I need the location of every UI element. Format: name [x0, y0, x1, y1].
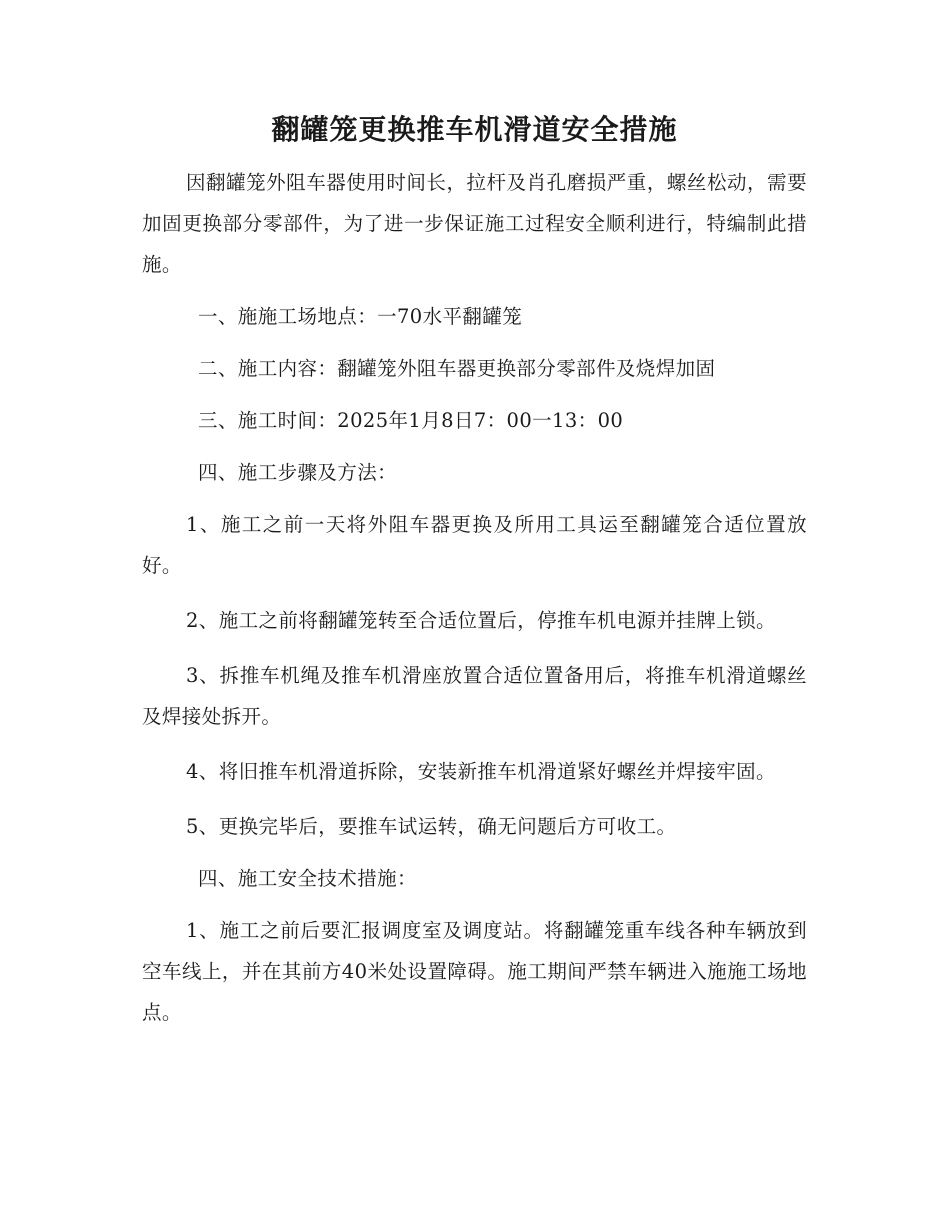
item-method-heading: 四、施工步骤及方法：	[198, 461, 398, 484]
step-4: 4、将旧推车机滑道拆除，安装新推车机滑道紧好螺丝并焊接牢固。	[186, 760, 776, 783]
intro-paragraph: 因翻罐笼外阻车器使用时间长，拉杆及肖孔磨损严重，螺丝松动，需要加固更换部分零部件，为了进一步保证施工过程安全顺利进行，特编制此措施。	[142, 171, 807, 276]
document-title: 翻罐笼更换推车机滑道安全措施	[271, 113, 678, 146]
item-content: 二、施工内容：翻罐笼外阻车器更换部分零部件及烧焊加固	[198, 357, 716, 380]
safety-heading: 四、施工安全技术措施：	[198, 867, 417, 890]
safety-step-1: 1、施工之前后要汇报调度室及调度站。将翻罐笼重车线各种车辆放到空车线上，并在其前方40米处设置障碍。施工期间严禁车辆进入施施工场地点。	[142, 919, 807, 1024]
step-3: 3、拆推车机绳及推车机滑座放置合适位置备用后，将推车机滑道螺丝及焊接处拆开。	[142, 664, 807, 728]
document-page	[142, 110, 807, 1033]
step-1: 1、施工之前一天将外阻车器更换及所用工具运至翻罐笼合适位置放好。	[142, 513, 807, 577]
item-time: 三、施工时间：2025年1月8日7：00一13：00	[198, 409, 624, 432]
step-2: 2、施工之前将翻罐笼转至合适位置后，停推车机电源并挂牌上锁。	[186, 609, 776, 632]
item-location: 一、施施工场地点：一70水平翻罐笼	[198, 305, 523, 328]
step-5: 5、更换完毕后，要推车试运转，确无问题后方可收工。	[186, 815, 677, 838]
